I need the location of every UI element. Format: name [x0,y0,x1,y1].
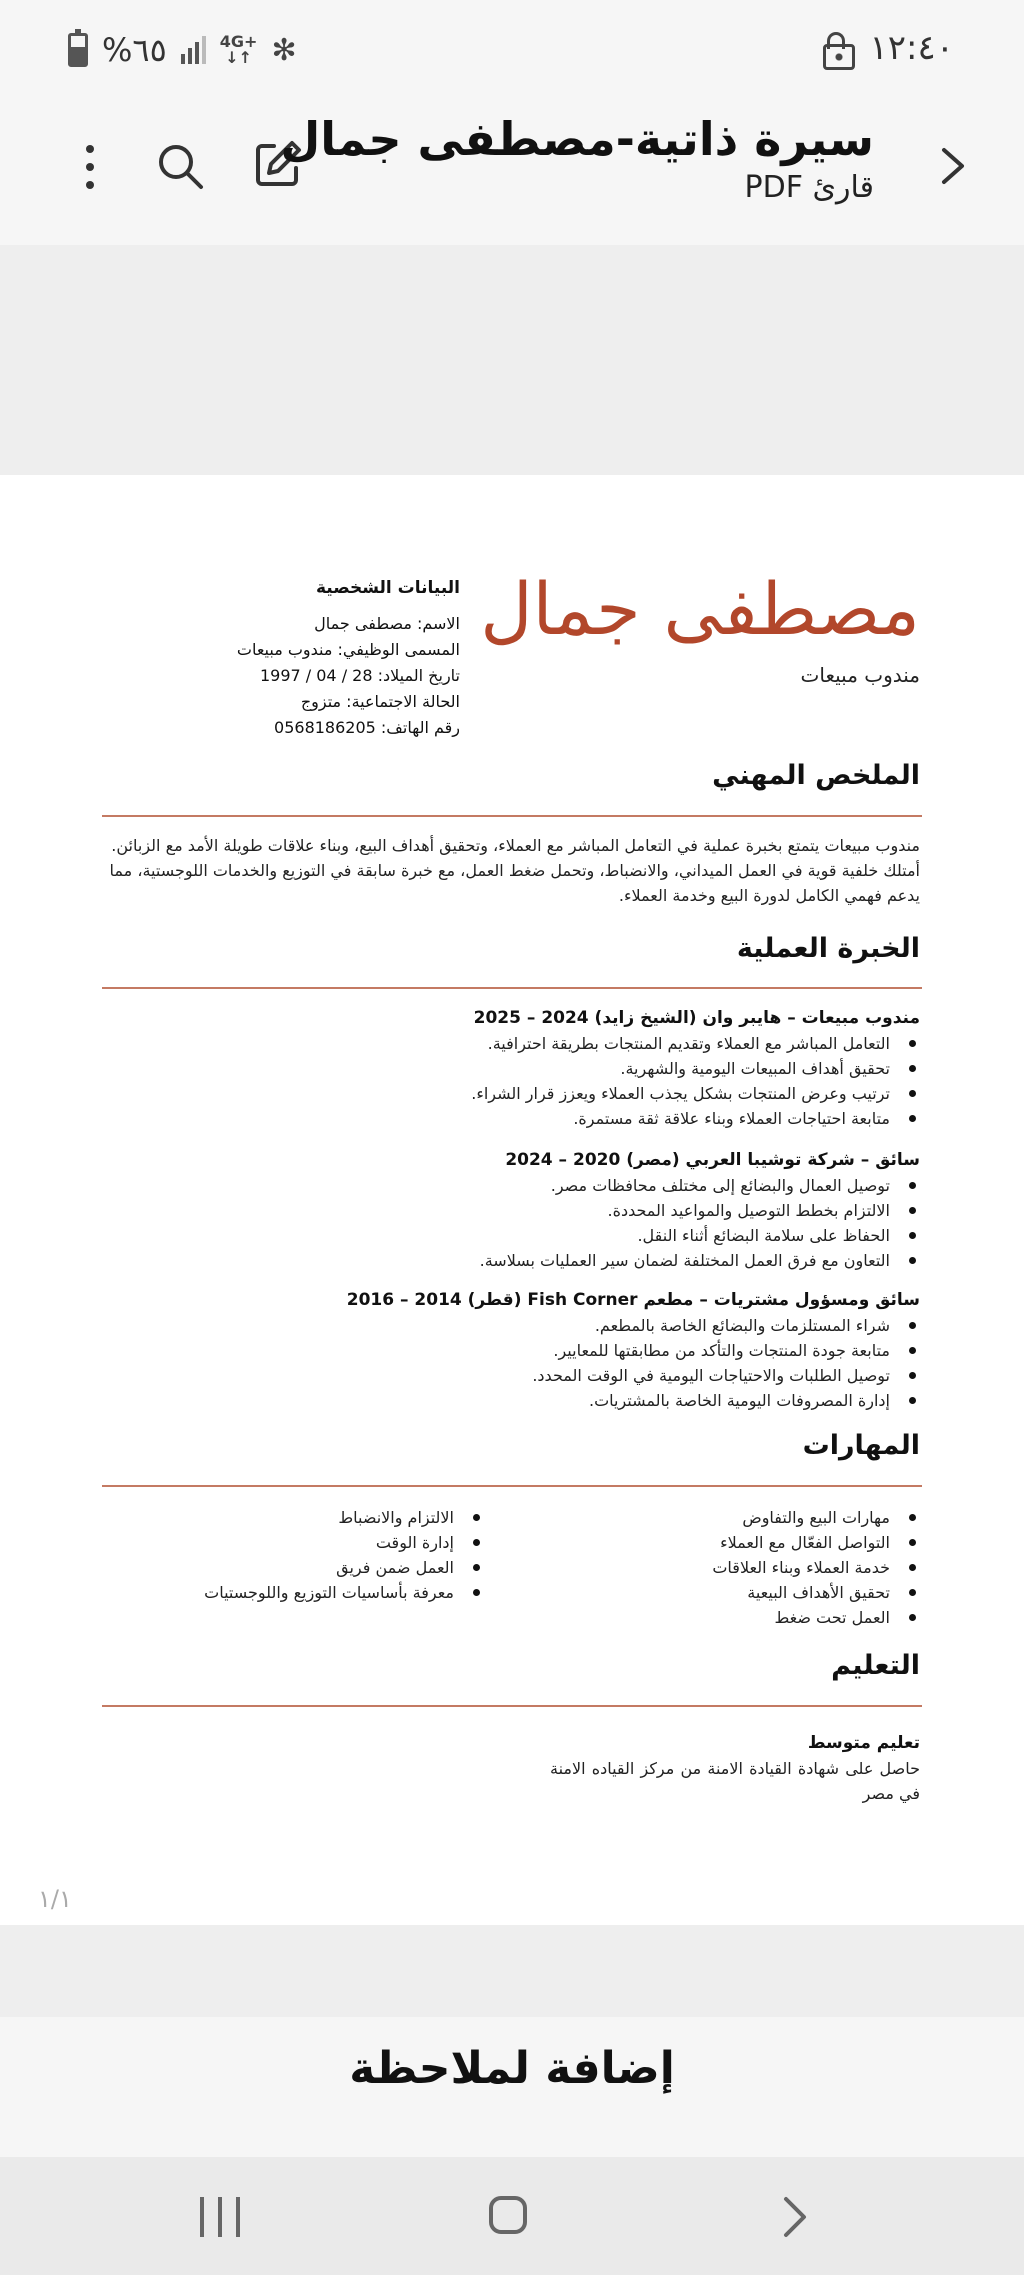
experience-title: الخبرة العملية [736,933,920,964]
cv-role: مندوب مبيعات [800,663,920,687]
job-title: مندوب مبيعات – هايبر وان (الشيخ زايد) 2024 – 2025 [473,1008,920,1028]
skills-title: المهارات [802,1430,920,1461]
education-entry [550,1730,920,1806]
list-item: إدارة الوقت [104,1530,454,1555]
list-item: إدارة المصروفات اليومية الخاصة بالمشتريات. [100,1388,890,1413]
list-item: مهارات البيع والتفاوض [540,1505,890,1530]
job-title: سائق – شركة توشيبا العربي (مصر) 2020 – 2024 [505,1150,920,1170]
status-bar [0,0,1024,100]
personal-info [120,575,460,741]
cv-name: مصطفى جمال [480,567,920,651]
list-item: التعامل المباشر مع العملاء وتقديم المنتجات بطريقة احترافية. [100,1031,890,1056]
pdf-page[interactable] [0,475,1024,1925]
skills-divider [102,1485,922,1487]
experience-divider [102,987,922,989]
list-item: ترتيب وعرض المنتجات بشكل يجذب العملاء ويعزز قرار الشراء. [100,1081,890,1106]
app-name: قارئ PDF [744,170,874,205]
title-block [280,112,874,205]
status-indicators [68,30,297,70]
list-item: توصيل العمال والبضائع إلى مختلف محافظات مصر. [100,1173,890,1198]
personal-phone: رقم الهاتف: 0568186205 [274,718,460,737]
skills-list [104,1505,454,1605]
more-icon[interactable] [82,144,98,190]
list-item: متابعة جودة المنتجات والتأكد من مطابقتها للمعايير. [100,1338,890,1363]
personal-marital-status: الحالة الاجتماعية: متزوج [300,692,460,711]
add-note-bar [0,2017,1024,2157]
bluetooth-icon: ✻ [271,32,297,68]
back-icon[interactable] [932,146,972,186]
list-item: شراء المستلزمات والبضائع الخاصة بالمطعم. [100,1313,890,1338]
app-bar [0,100,1024,245]
job-duties [100,1173,890,1273]
list-item: العمل ضمن فريق [104,1555,454,1580]
job-entry [100,1287,920,1413]
summary-divider [102,815,922,817]
job-title: سائق ومسؤول مشتريات – مطعم Fish Corner (قطر) 2014 – 2016 [346,1290,920,1310]
nav-back-icon[interactable] [776,2195,816,2239]
education-divider [102,1705,922,1707]
lock-icon [823,32,849,64]
list-item: التعاون مع فرق العمل المختلفة لضمان سير العمليات بسلاسة. [100,1248,890,1273]
skills-list [540,1505,890,1630]
list-item: متابعة احتياجات العملاء وبناء علاقة ثقة مستمرة. [100,1106,890,1131]
job-entry [100,1005,920,1131]
home-icon[interactable] [489,2196,527,2234]
personal-job-title: المسمى الوظيفي: مندوب مبيعات [236,640,460,659]
search-icon[interactable] [156,142,204,190]
add-note-button[interactable]: إضافة لملاحظة [349,2043,675,2094]
education-description: حاصل على شهادة القيادة الامنة من مركز القياده الامنة في مصر [550,1759,920,1803]
summary-text: مندوب مبيعات يتمتع بخبرة عملية في التعامل المباشر مع العملاء، وتحقيق أهداف البيع، وبناء علاقات طويلة الأمد مع الزبائن. أمتلك خلفية قوية في العمل الميداني، والانضباط، وتحمل ضغط العمل، مع خبرة سابقة في التوزيع والخدمات اللوجستية، مما يدعم فهمي الكامل لدورة البيع وخدمة العملاء. [109,836,920,905]
viewer-background-bottom [0,1925,1024,2017]
personal-name: الاسم: مصطفى جمال [314,614,460,633]
list-item: العمل تحت ضغط [540,1605,890,1630]
battery-level: %٦٥ [102,31,167,69]
battery-icon [68,33,88,67]
page-indicator: ١/١ [38,1885,72,1913]
list-item: الحفاظ على سلامة البضائع أثناء النقل. [100,1223,890,1248]
status-right [823,28,954,68]
job-entry [100,1147,920,1273]
list-item: الالتزام بخطط التوصيل والمواعيد المحددة. [100,1198,890,1223]
signal-icon [181,36,206,64]
personal-birthdate: تاريخ الميلاد: 28 / 04 / 1997 [259,666,460,685]
skills-column-right [540,1505,920,1630]
job-duties [100,1031,890,1131]
skills-column-left [104,1505,484,1605]
status-time: ١٢:٤٠ [869,28,954,68]
personal-info-title: البيانات الشخصية [315,578,460,598]
list-item: معرفة بأساسيات التوزيع واللوجستيات [104,1580,454,1605]
job-duties [100,1313,890,1413]
navigation-bar [0,2157,1024,2275]
list-item: خدمة العملاء وبناء العلاقات [540,1555,890,1580]
list-item: توصيل الطلبات والاحتياجات اليومية في الوقت المحدد. [100,1363,890,1388]
list-item: التواصل الفعّال مع العملاء [540,1530,890,1555]
document-title: سيرة ذاتية-مصطفى جمال [280,112,874,166]
network-type: 4G+ ↓↑ [219,32,258,67]
list-item: الالتزام والانضباط [104,1505,454,1530]
recent-apps-icon[interactable] [200,2197,240,2237]
list-item: تحقيق الأهداف البيعية [540,1580,890,1605]
education-title: التعليم [831,1650,920,1681]
list-item: تحقيق أهداف المبيعات اليومية والشهرية. [100,1056,890,1081]
summary-title: الملخص المهني [712,760,920,791]
viewer-background [0,245,1024,475]
education-level: تعليم متوسط [807,1733,920,1753]
